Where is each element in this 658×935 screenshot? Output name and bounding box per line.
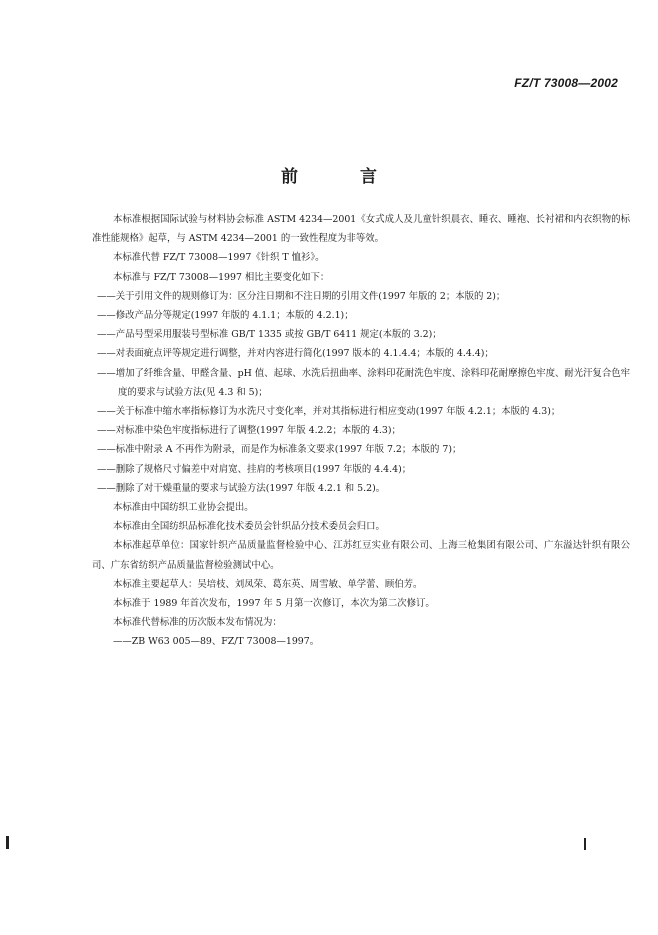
list-item: ——产品号型采用服装号型标准 GB/T 1335 或按 GB/T 6411 规定(本版的 3.2)；: [97, 329, 442, 341]
list-item: ——对表面疵点评等规定进行调整，并对内容进行简化(1997 版本的 4.1.4.4；本版的 4.4.4)；: [97, 348, 494, 360]
list-item: ——标准中附录 A 不再作为附录，而是作为标准条文要求(1997 年版 7.2；本版的 7)；: [97, 444, 462, 456]
paragraph-basis: 本标准根据国际试验与材料协会标准 ASTM 4234—2001《女式成人及儿童针织晨衣、睡衣、睡袍、长衬裙和内衣织物的标准性能规格》起草，与 ASTM 4234—2001 的一致性程度为非等效。: [92, 214, 630, 245]
list-item: ——关于引用文件的规则修订为：区分注日期和不注日期的引用文件(1997 年版的 2；本版的 2)；: [97, 290, 506, 302]
changes-list: [92, 287, 630, 498]
list-item: ——删除了规格尺寸偏差中对肩宽、挂肩的考核项目(1997 年版的 4.4.4)；: [97, 463, 412, 475]
paragraph-centralized: 本标准由全国纺织品标准化技术委员会针织品分技术委员会归口。: [113, 521, 385, 533]
paragraph-release-history: 本标准于 1989 年首次发布，1997 年 5 月第一次修订，本次为第二次修订。: [113, 598, 435, 610]
list-item: ——修改产品分等规定(1997 年版的 4.1.1；本版的 4.2.1)；: [97, 310, 354, 322]
paragraph-drafting-units: 本标准起草单位：国家针织产品质量监督检验中心、江苏红豆实业有限公司、上海三枪集团有限公司、广东溢达针织有限公司、广东省纺织产品质量监督检验测试中心。: [92, 540, 630, 571]
page-number-mark: [584, 838, 586, 850]
paragraph-drafters: 本标准主要起草人：吴培枝、刘凤荣、葛东英、周雪敏、单学蕾、顾伯芳。: [113, 578, 423, 590]
scan-artifact: [6, 836, 9, 849]
standard-code: FZ/T 73008—2002: [514, 76, 618, 90]
list-item: ——删除了对干燥重量的要求与试验方法(1997 年版 4.2.1 和 5.2)。: [97, 482, 386, 494]
list-item: ——关于标准中缩水率指标修订为水洗尺寸变化率，并对其指标进行相应变动(1997 年版 4.2.1；本版的 4.3)；: [97, 406, 561, 418]
list-item: ——对标准中染色牢度指标进行了调整(1997 年版 4.2.2；本版的 4.3)；: [97, 425, 401, 437]
page-title: 前 言: [281, 167, 405, 187]
previous-versions: ——ZB W63 005—89、FZ/T 73008—1997。: [113, 636, 320, 648]
paragraph-replaces: 本标准代替 FZ/T 73008—1997《针织 T 恤衫》。: [113, 252, 325, 264]
foreword-body: [92, 210, 630, 652]
paragraph-previous-versions-intro: 本标准代替标准的历次版本发布情况为：: [113, 617, 282, 629]
list-item: ——增加了纤维含量、甲醛含量、pH 值、起球、水洗后扭曲率、涂料印花耐洗色牢度、涂料印花耐摩擦色牢度、耐光汗复合色牢度的要求与试验方法(见 4.3 和 5)；: [97, 367, 630, 398]
paragraph-proposer: 本标准由中国纺织工业协会提出。: [113, 502, 254, 514]
paragraph-changes-intro: 本标准与 FZ/T 73008—1997 相比主要变化如下：: [113, 271, 330, 283]
